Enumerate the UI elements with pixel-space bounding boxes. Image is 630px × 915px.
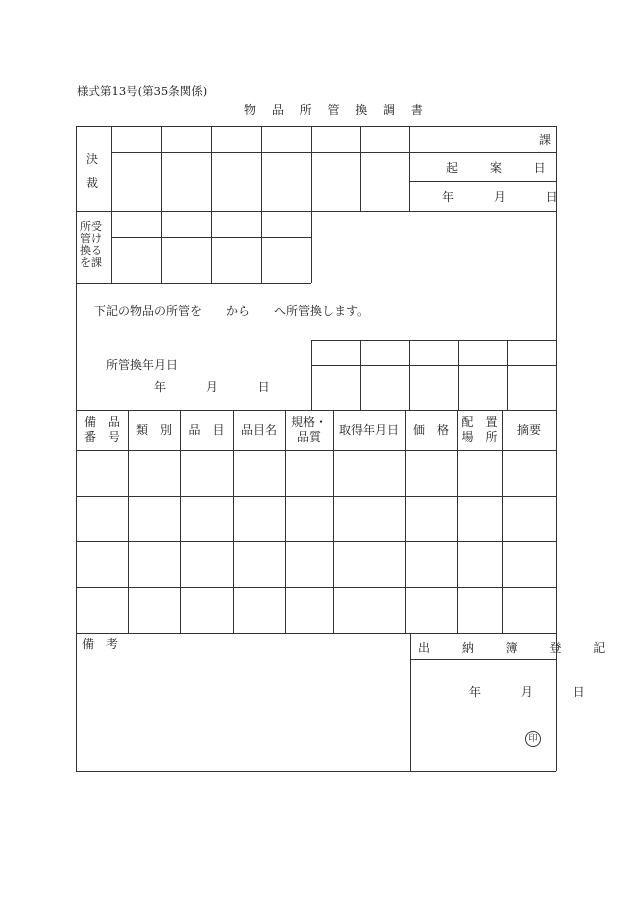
frame-left bbox=[76, 126, 77, 771]
table-col-line bbox=[180, 410, 181, 633]
form-title: 物 品 所 管 換 調 書 bbox=[244, 103, 429, 117]
table-row-line bbox=[76, 587, 556, 588]
table-col-line bbox=[405, 410, 406, 633]
table-header-label: 規格・ bbox=[290, 415, 327, 429]
receiving-col-line bbox=[111, 211, 112, 283]
remarks-label: 備 考 bbox=[82, 637, 119, 651]
transfer-grid-col bbox=[458, 340, 459, 410]
receiving-col-line bbox=[211, 211, 212, 283]
drafted-date-label: 起 案 日 bbox=[446, 161, 560, 175]
table-row-line bbox=[76, 633, 556, 634]
transfer-grid-top bbox=[311, 340, 556, 341]
remarks-divider bbox=[410, 633, 411, 771]
table-top bbox=[76, 410, 556, 411]
ledger-label: 出 納 簿 登 記 bbox=[418, 641, 620, 655]
table-header-cell bbox=[124, 423, 184, 438]
approval-label-sai: 裁 bbox=[86, 176, 99, 190]
approval-col-line bbox=[311, 126, 312, 211]
drafted-date-value: 年 月 日 bbox=[442, 190, 576, 204]
transfer-grid-mid bbox=[311, 365, 556, 366]
approval-row-line bbox=[111, 152, 556, 153]
seal-mark: 印 bbox=[525, 731, 541, 747]
receiving-col-line bbox=[261, 211, 262, 283]
transfer-grid-col bbox=[311, 340, 312, 410]
table-header-label: 備 品 bbox=[83, 415, 120, 429]
approval-col-line bbox=[261, 126, 262, 211]
transfer-grid-col bbox=[409, 340, 410, 410]
table-header-label: 品目名 bbox=[240, 422, 277, 437]
approval-col-line bbox=[111, 126, 112, 211]
table-header-label: 品 目 bbox=[188, 422, 225, 437]
table-header-label: 摘要 bbox=[516, 422, 541, 437]
table-header-cell bbox=[339, 423, 399, 438]
approval-bottom bbox=[76, 211, 556, 212]
table-header-cell bbox=[279, 415, 339, 445]
table-header-bottom bbox=[76, 450, 556, 451]
frame-right bbox=[556, 126, 557, 771]
table-header-label: 番 号 bbox=[83, 430, 120, 444]
table-header-cell bbox=[72, 415, 132, 445]
table-header-label: 場 所 bbox=[461, 430, 498, 444]
ledger-header-line bbox=[410, 659, 556, 660]
table-header-label: 品質 bbox=[296, 430, 321, 444]
table-col-line bbox=[233, 410, 234, 633]
receiving-col-line bbox=[311, 211, 312, 283]
transfer-date-label: 所管換年月日 bbox=[106, 358, 179, 372]
ledger-date-value: 年 月 日 bbox=[469, 685, 603, 699]
table-header-label: 配 置 bbox=[461, 415, 498, 429]
transfer-grid-col bbox=[360, 340, 361, 410]
transfer-date-value: 年 月 日 bbox=[154, 380, 288, 394]
approval-col-line bbox=[211, 126, 212, 211]
section-label: 課 bbox=[539, 133, 552, 147]
frame-top bbox=[76, 126, 556, 127]
approval-label-ketsu: 決 bbox=[86, 152, 99, 166]
table-header-label: 取得年月日 bbox=[339, 422, 400, 437]
receiving-row-line bbox=[111, 237, 311, 238]
frame-bottom bbox=[76, 771, 556, 772]
transfer-sentence: 下記の物品の所管を から へ所管換します。 bbox=[94, 304, 370, 318]
table-header-label: 類 別 bbox=[135, 422, 172, 437]
form-number: 様式第13号(第35条関係) bbox=[77, 84, 208, 98]
receiving-bottom bbox=[76, 283, 311, 284]
table-row-line bbox=[76, 541, 556, 542]
receiving-col-line bbox=[161, 211, 162, 283]
table-header-label: 価 格 bbox=[412, 422, 449, 437]
transfer-grid-col bbox=[507, 340, 508, 410]
table-header-cell bbox=[177, 423, 237, 438]
approval-col-line bbox=[161, 126, 162, 211]
approval-col-line bbox=[409, 126, 410, 211]
table-row-line bbox=[76, 496, 556, 497]
table-header-cell bbox=[499, 423, 559, 438]
approval-date-line bbox=[409, 181, 556, 182]
receiving-section-label: 所受 管け 換る を課 bbox=[80, 220, 102, 269]
approval-col-line bbox=[360, 126, 361, 211]
